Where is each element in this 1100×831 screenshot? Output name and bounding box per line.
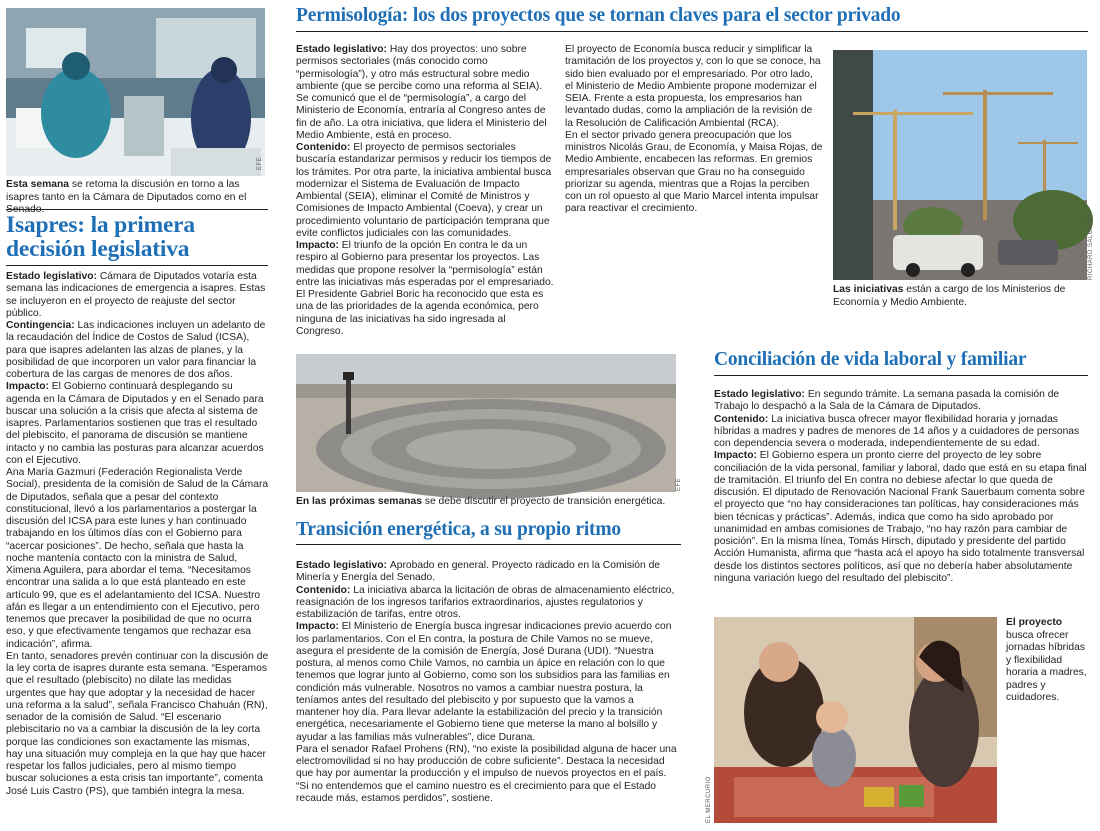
paragraph: En tanto, senadores prevén continuar con la discusión de la ley corta de isapres durante esta semana. “Esperamos que el resultado (plebiscito) no dilate las medidas urgentes que hay que adoptar y la necesidad de hacer una reforma a la salud”, señala Francisco Chahuán (RN), senador de la comisión de Salud. “El escenario plebiscitario no va a cambiar la discusión de la ley corta porque las condiciones son exactamente las mismas, hay una situación muy compleja en la que hay que hacer respetar los fallos judiciales, pero al mismo tiempo buscar soluciones a esta crisis tan importante”, comenta José Luis Castro (PS), que también integra la mesa. xyxy=(6,650,269,797)
paragraph: Impacto: El Ministerio de Energía busca ingresar indicaciones previo acuerdo con los parlamentarios. Con el En contra, la postura de Chile Vamos no se mueve, asegura el presidente de la comisión de Energía, José Durana (UDI). “Nuestra postura, al menos como Chile Vamos, no cambia un ápice en relación con lo que tenemos que lograr junto al Gobierno, como son los subsidios para las familias en condición más vulnerable. Nosotros no vamos a cambiar nuestra postura, la teníamos antes del resultado del plebiscito y por supuesto que la vamos a mantener hoy día. Para llevar adelante la estabilización del precio y la transición energética, necesariamente el Gobierno tiene que meterse la mano al bolsillo y ayudar a las familias más vulnerables”, dice Durana. xyxy=(296,621,672,743)
paragraph: Estado legislativo: Aprobado en general. Proyecto radicado en la Comisión de Minería y Energía del Senado. xyxy=(296,560,661,584)
permisologia-headline: Permisología: los dos proyectos que se tornan claves para el sector privado xyxy=(296,5,901,26)
photo-caption xyxy=(833,284,1091,309)
caption-text: busca ofrecer jornadas híbridas y flexibilidad horaria a madres, padres y cuidadores. xyxy=(1006,629,1087,703)
paragraph: Impacto: El Gobierno continuará desplegando su agenda en la Cámara de Diputados y en el Senado para buscar una solución a la crisis que afecta al sistema de isapres. Parlamentarios sostienen que tras el resultado del plebiscito, el panorama de discusión se mantiene intacto y no cambia las posturas para alcanzar acuerdos con el Ejecutivo. xyxy=(6,381,264,466)
paragraph: Contenido: La iniciativa abarca la licitación de obras de almacenamiento eléctrico, reasignación de los ingresos tarifarios extraordinarios, ajustes regulatorios y estabilización de tarifas, entre otros. xyxy=(296,584,675,620)
paragraph: Ana María Gazmuri (Federación Regionalista Verde Social), presidenta de la comisión de Salud de la Cámara de Diputados, señala que a pesar del contexto constitucional, llevó a los parlamentarios a postergar la discusión del ICSA para este lunes y han continuado trabajando en los últimos días con el Gobierno para “acercar posiciones”. De hecho, señala que hasta la noche mantenía contacto con la ministra de Salud, Ximena Aguilera, para abordar el tema. “Necesitamos encontrar una salida a lo que está planteado en este artículo 99, que es el adelantamiento del ICSA. Nuestro afán es llegar a un entendimiento con el Ejecutivo, pero tenemos que precaver la posibilidad de que no ocurra eso, y que efectivamente tengamos que rechazar esa indicación”, afirma. xyxy=(6,467,269,650)
conciliacion-article-body xyxy=(714,389,1088,585)
caption-text: se retoma la discusión en torno a las isapres tanto en la Cámara de Diputados como en el xyxy=(6,179,247,203)
caption-text: están a cargo de los Ministerios de Economía y Medio Ambiente. xyxy=(833,284,1066,308)
headline-underline xyxy=(296,544,681,545)
construction-cranes-photo xyxy=(833,50,1087,280)
caption-text: se debe discutir el proyecto de transición energética. xyxy=(424,496,666,507)
family-playing-photo xyxy=(714,617,997,823)
hospital-photo xyxy=(6,8,265,176)
photo-credit: RICHARD SALGADO xyxy=(1088,214,1094,280)
solar-plant-photo xyxy=(296,354,676,492)
caption-lead: Las iniciativas xyxy=(833,284,904,295)
section-divider xyxy=(6,209,268,210)
paragraph: Estado legislativo: En segundo trámite. La semana pasada la comisión de Trabajo lo despachó a la Sala de la Cámara de Diputados. xyxy=(714,389,1060,413)
paragraph: El proyecto de Economía busca reducir y simplificar la tramitación de los proyectos y, con lo que se conoce, ha sido bien evaluado por el empresariado. Por otro lado, el Ministerio de Medio Ambiente propone modernizar el SEIA. Frente a esta propuesta, los empresarios han levantado dudas, como la ampliación de la revisión de la Resolución de Calificación Ambiental (RCA). xyxy=(565,44,821,129)
photo-credit: EL MERCURIO xyxy=(706,776,712,823)
photo-credit: EFE xyxy=(676,477,682,491)
photo-caption xyxy=(1006,617,1088,705)
paragraph: En el sector privado genera preocupación que los ministros Nicolás Grau, de Economía, y Maisa Rojas, de Medio Ambiente, encabecen las reformas. En gremios empresariales observan que Grau no ha conseguido priorizar su agenda, mientras que a Rojas la perciben con un rol opuesto al que Mario Marcel intenta impulsar para reactivar el crecimiento. xyxy=(565,129,823,215)
isapres-article-body xyxy=(6,271,269,798)
photo-credit: EFE xyxy=(257,156,263,170)
caption-lead: El proyecto xyxy=(1006,617,1063,628)
paragraph: Contenido: El proyecto de permisos sectoriales buscaría estandarizar permisos y reducir los tiempos de los trámites. Por otra parte, la iniciativa ambiental busca modernizar el Sistema de Evaluación de Impacto Ambiental (SEIA), eliminar el Comité de Ministros y Comisiones de Impacto Ambiental (Coeva), y crear un procedimiento voluntario de participación temprana que evite conflictos judiciales con las comunidades. xyxy=(296,142,552,239)
conciliacion-headline: Conciliación de vida laboral y familiar xyxy=(714,349,1027,370)
transicion-article-body xyxy=(296,560,677,805)
paragraph: Contenido: La iniciativa busca ofrecer mayor flexibilidad horaria y jornadas híbridas a madres y padres de menores de 14 años y a cuidadores de personas con dependencia severa o moderada, independientemente de su edad. xyxy=(714,413,1080,449)
paragraph: Para el senador Rafael Prohens (RN), “no existe la posibilidad alguna de hacer una electromovilidad si no hay producción de cobre suficiente”. Destaca la necesidad que hay por aumentar la producción y el impulso de nuevos proyectos en el país. “Si no entendemos que el camino nuestro es el crecimiento para que el Estado recaude más, estamos perdidos”, sostiene. xyxy=(296,743,677,804)
transicion-headline: Transición energética, a su propio ritmo xyxy=(296,519,621,540)
isapres-headline: Isapres: la primera decisión legislativa xyxy=(6,212,195,262)
permisologia-col-2 xyxy=(565,44,823,314)
photo-caption xyxy=(296,496,676,509)
photo-caption xyxy=(6,179,267,217)
paragraph: Impacto: El Gobierno espera un pronto cierre del proyecto de ley sobre conciliación de la vida personal, familiar y laboral, dado que está en su etapa final de tramitación. El triunfo del En contra no debiese afectar lo que queda de discusión. El diputado de Renovación Nacional Frank Sauerbaum comenta sobre el proyecto que “no hay consideraciones tan políticas, hay consideraciones más bien técnicas y prácticas”. Además, indica que como ha sido aprobado por unanimidad en ambas comisiones de Trabajo, “no hay razón para cambiar de posición”. En la misma línea, Tomás Hirsch, diputado y presidente del partido Acción Humanista, afirma que “hasta acá el apoyo ha sido totalmente transversal desde los distintos sectores políticos, así que no debería haber absolutamente ninguna variación luego del resultado del plebiscito”. xyxy=(714,450,1087,584)
paragraph: Impacto: El triunfo de la opción En contra le da un respiro al Gobierno para presentar los proyectos. Las medidas que propone resolver la “permisología” están entre las iniciativas más esperadas por el empresariado. El Presidente Gabriel Boric ha reconocido que esta es una de las prioridades de la agenda económica, pero ninguna de las iniciativas ha sido ingresada al Congreso. xyxy=(296,240,554,337)
headline-underline xyxy=(6,265,268,266)
caption-lead: Esta semana xyxy=(6,179,69,190)
headline-underline xyxy=(714,375,1088,376)
headline-underline xyxy=(296,31,1088,32)
paragraph: Contingencia: Las indicaciones incluyen un adelanto de la recaudación del Índice de Costos de Salud (ICSA), para que isapres adelanten las alzas de planes, y la posibilidad de que incorporen un valor para financiar la cobertura de las cargas de menores de dos años. xyxy=(6,320,266,380)
permisologia-col-1 xyxy=(296,44,554,337)
paragraph: Estado legislativo: Cámara de Diputados votaría esta semana las indicaciones de emergencia a isapres. Estas se incluyeron en el proyecto de reajuste del sector público. xyxy=(6,271,266,319)
caption-lead: En las próximas semanas xyxy=(296,496,422,507)
paragraph: Estado legislativo: Hay dos proyectos: uno sobre permisos sectoriales (más conocido como “permisología”), y otro más estructural sobre medio ambiente (que se percibe como una reforma al SEIA). Se comunicó que el de “permisología”, a cargo del Ministerio de Economía, entraría al Congreso antes de fin de año. La otra iniciativa, que lidera el Ministerio del Medio Ambiente, está en proceso. xyxy=(296,44,547,141)
